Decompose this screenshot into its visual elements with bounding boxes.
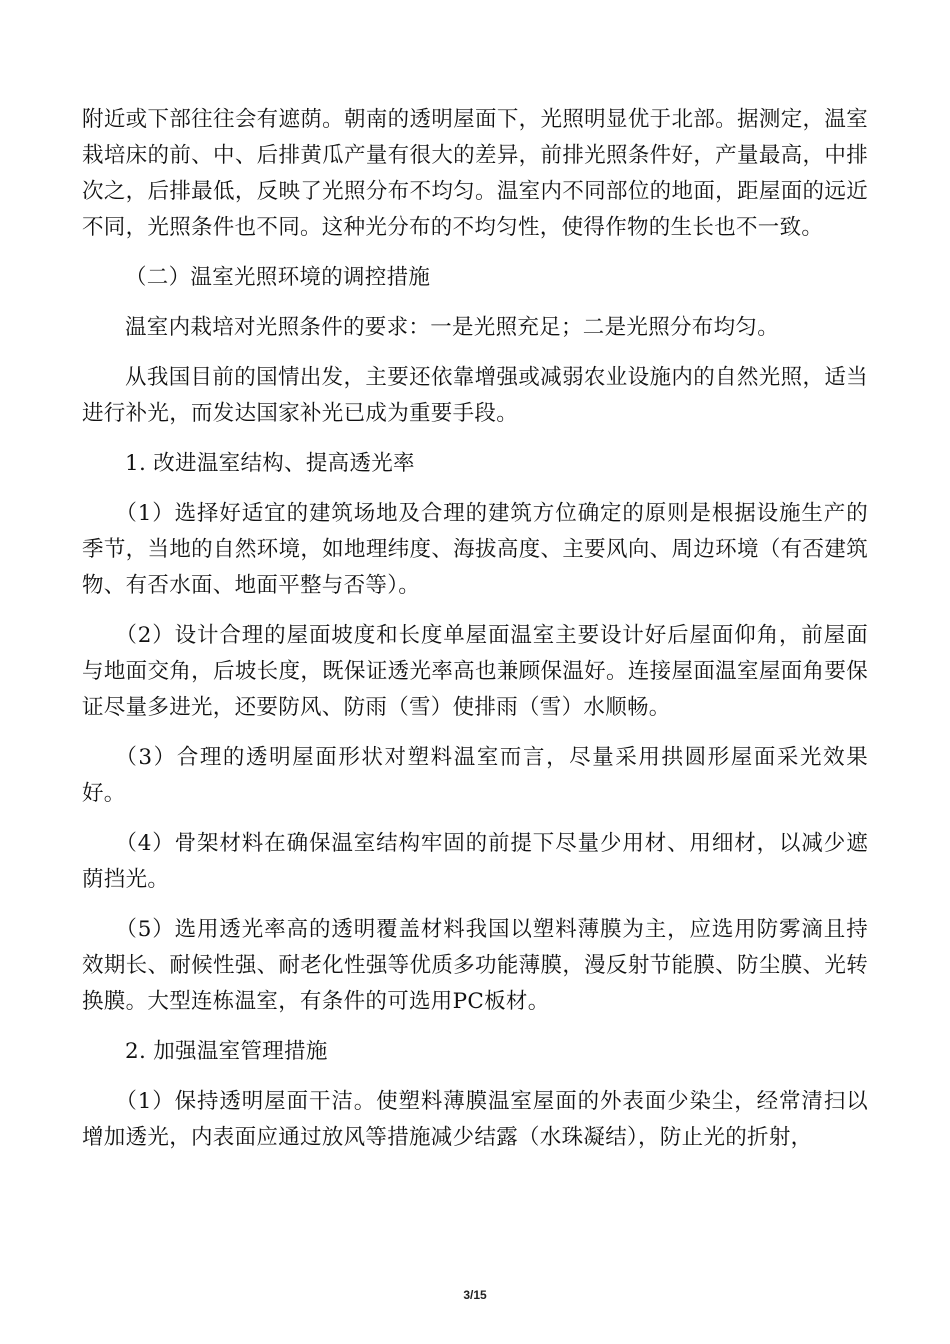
paragraph-national-situation: 从我国目前的国情出发，主要还依靠增强或减弱农业设施内的自然光照，适当进行补光，而发达国家补光已成为重要手段。	[82, 365, 868, 426]
item-site-selection: （1）选择好适宜的建筑场地及合理的建筑方位确定的原则是根据设施生产的季节，当地的自然环境，如地理纬度、海拔高度、主要风向、周边环境（有否建筑物、有否水面、地面平整与否等）。	[82, 501, 868, 598]
page-number: 3/15	[463, 1288, 487, 1302]
item-covering-material: （5）选用透光率高的透明覆盖材料我国以塑料薄膜为主，应选用防雾滴且持效期长、耐候性强、耐老化性强等优质多功能薄膜，漫反射节能膜、防尘膜、光转换膜。大型连栋温室，有条件的可选用PC板材。	[82, 917, 868, 1014]
section-heading-light-control: （二）温室光照环境的调控措施	[125, 265, 431, 290]
item-frame-material: （4）骨架材料在确保温室结构牢固的前提下尽量少用材、用细材，以减少遮荫挡光。	[82, 831, 868, 892]
item-roof-shape: （3）合理的透明屋面形状对塑料温室而言，尽量采用拱圆形屋面采光效果好。	[82, 745, 868, 806]
item-roof-slope: （2）设计合理的屋面坡度和长度单屋面温室主要设计好后屋面仰角，前屋面与地面交角，后坡长度，既保证透光率高也兼顾保温好。连接屋面温室屋面角要保证尽量多进光，还要防风、防雨（雪）使排雨（雪）水顺畅。	[82, 623, 868, 720]
subheading-improve-structure: 1. 改进温室结构、提高透光率	[125, 451, 415, 476]
item-keep-roof-clean: （1）保持透明屋面干洁。使塑料薄膜温室屋面的外表面少染尘，经常清扫以增加透光，内表面应通过放风等措施减少结露（水珠凝结），防止光的折射，	[82, 1089, 868, 1150]
paragraph-light-requirements: 温室内栽培对光照条件的要求：一是光照充足；二是光照分布均匀。	[125, 315, 780, 340]
paragraph-continued-light-distribution: 附近或下部往往会有遮荫。朝南的透明屋面下，光照明显优于北部。据测定，温室栽培床的前、中、后排黄瓜产量有很大的差异，前排光照条件好，产量最高，中排次之，后排最低，反映了光照分布不均匀。温室内不同部位的地面，距屋面的远近不同，光照条件也不同。这种光分布的不均匀性，使得作物的生长也不一致。	[82, 107, 868, 240]
subheading-management-measures: 2. 加强温室管理措施	[125, 1039, 328, 1064]
document-body	[82, 102, 868, 1156]
